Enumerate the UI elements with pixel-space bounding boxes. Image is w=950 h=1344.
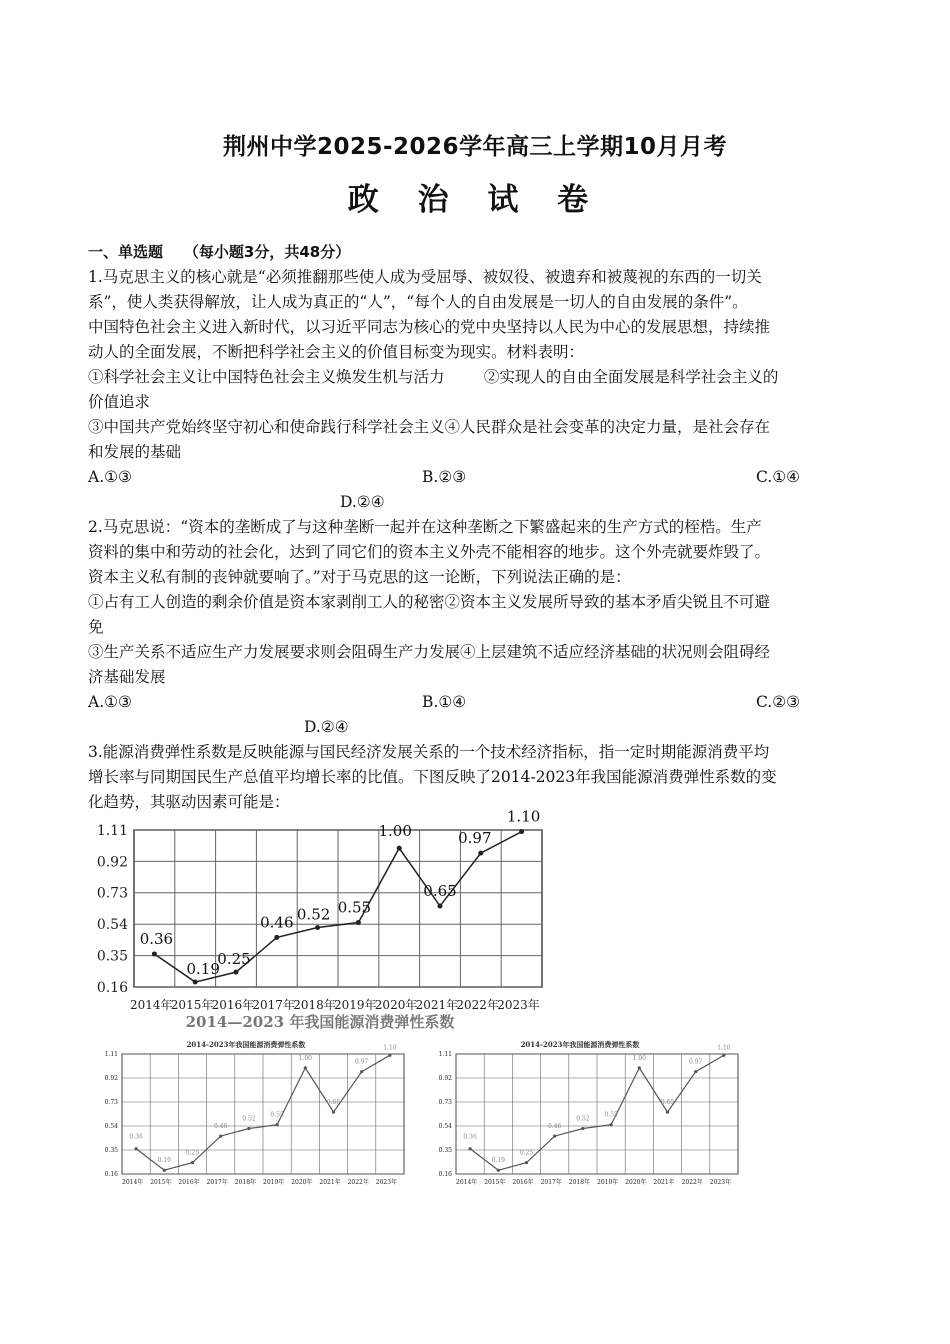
data-label: 1.10 (383, 1044, 397, 1052)
q1-line: 系”，使人类获得解放，让人成为真正的“人”，“每个人的自由发展是一切人的自由发展的条件”。 (88, 293, 748, 311)
data-point (356, 920, 361, 925)
q1-line: 和发展的基础 (88, 443, 182, 461)
chart-title: 2014—2023 年我国能源消费弹性系数 (185, 1013, 455, 1031)
x-tick-label: 2017年 (540, 1179, 562, 1186)
data-label: 1.00 (632, 1054, 646, 1062)
data-label: 1.00 (378, 822, 412, 841)
x-tick-label: 2022年 (681, 1179, 703, 1186)
x-tick-label: 2016年 (211, 998, 255, 1012)
data-label: 0.97 (458, 829, 492, 848)
data-point (135, 1147, 138, 1150)
q1-line: ①科学社会主义让中国特色社会主义焕发生机与活力 ②实现人的自由全面发展是科学社会主义的 (88, 368, 779, 386)
data-point (478, 851, 483, 856)
y-tick-label: 0.73 (438, 1099, 452, 1107)
y-tick-label: 1.11 (104, 1051, 118, 1059)
y-tick-label: 0.16 (104, 1171, 118, 1179)
x-tick-label: 2016年 (178, 1179, 200, 1186)
data-point (219, 1135, 222, 1138)
x-tick-label: 2023年 (709, 1179, 732, 1186)
q2-options-row-2 (88, 715, 878, 740)
data-label: 0.55 (270, 1111, 284, 1119)
data-point (694, 1070, 697, 1073)
data-label: 0.19 (186, 960, 220, 979)
data-point (438, 904, 443, 909)
y-tick-label: 0.92 (96, 854, 128, 871)
q2-line: ①占有工人创造的剩余价值是资本家剥削工人的秘密②资本主义发展所导致的基本矛盾尖锐且不可避 (88, 593, 771, 611)
data-point (234, 970, 239, 975)
q2-option-d[interactable]: D.②④ (304, 718, 349, 736)
x-tick-label: 2017年 (206, 1179, 228, 1186)
data-point (276, 1123, 279, 1126)
data-label: 0.46 (260, 913, 294, 932)
data-label: 0.25 (519, 1149, 534, 1157)
data-label: 0.19 (157, 1157, 171, 1165)
data-point (274, 935, 279, 940)
x-tick-label: 2017年 (252, 998, 295, 1012)
x-tick-label: 2018年 (568, 1179, 591, 1186)
q2-line: 济基础发展 (88, 668, 166, 686)
question-3 (88, 740, 878, 815)
data-label: 0.52 (242, 1115, 256, 1123)
data-point (304, 1066, 307, 1069)
data-point (469, 1147, 472, 1150)
data-label: 0.36 (129, 1133, 143, 1141)
y-tick-label: 0.54 (104, 1123, 118, 1131)
q3-line: 3.能源消费弹性系数是反映能源与国民经济发展关系的一个技术经济指标，指一定时期能源消费平均 (88, 743, 770, 761)
q1-line: 1.马克思主义的核心就是“必须推翻那些使人成为受屈辱、被奴役、被遗弃和被蔑视的东西的一切关 (88, 268, 762, 286)
q2-options-row (88, 690, 878, 715)
q1-options-row-2 (88, 490, 878, 515)
y-tick-label: 0.92 (104, 1075, 118, 1083)
x-tick-label: 2020年 (291, 1179, 313, 1186)
x-tick-label: 2019年 (597, 1179, 619, 1186)
energy-elasticity-chart-main (92, 807, 552, 1033)
y-tick-label: 1.11 (96, 822, 128, 839)
q1-option-b[interactable]: B.②③ (422, 468, 467, 486)
section-heading: 一、单选题 （每小题3分，共48分） (88, 243, 351, 261)
data-point (163, 1169, 166, 1172)
data-point (193, 980, 198, 985)
data-label: 0.65 (660, 1099, 675, 1107)
data-point (388, 1054, 391, 1057)
q1-line: 中国特色社会主义进入新时代，以习近平同志为核心的党中央坚持以人民为中心的发展思想，持续推 (88, 318, 771, 336)
y-tick-label: 0.35 (96, 948, 128, 965)
data-point (519, 829, 524, 834)
y-tick-label: 1.11 (438, 1051, 452, 1059)
data-point (638, 1066, 641, 1069)
data-label: 0.97 (355, 1058, 369, 1066)
q1-option-c[interactable]: C.①④ (756, 468, 801, 486)
y-tick-label: 0.16 (438, 1171, 452, 1179)
x-tick-label: 2014年 (122, 1179, 144, 1186)
data-point (397, 846, 402, 851)
q1-options-row (88, 465, 878, 490)
x-tick-label: 2018年 (293, 998, 336, 1012)
y-tick-label: 0.16 (96, 979, 128, 996)
x-tick-label: 2015年 (170, 998, 214, 1012)
q2-line: 资本主义私有制的丧钟就要响了。”对于马克思的这一论断，下列说法正确的是： (88, 568, 631, 586)
x-tick-label: 2020年 (625, 1179, 647, 1186)
q2-option-a[interactable]: A.①③ (88, 693, 132, 711)
x-tick-label: 2019年 (334, 998, 377, 1012)
y-tick-label: 0.73 (96, 885, 128, 902)
data-point (152, 951, 157, 956)
x-tick-label: 2015年 (484, 1179, 506, 1186)
chart-title: 2014-2023年我国能源消费弹性系数 (186, 1040, 306, 1049)
q2-option-b[interactable]: B.①④ (422, 693, 467, 711)
data-label: 0.55 (604, 1111, 618, 1119)
energy-elasticity-chart-small-right (430, 1038, 746, 1196)
q2-line: 免 (88, 618, 104, 636)
data-label: 0.46 (214, 1123, 228, 1131)
x-tick-label: 2021年 (319, 1179, 341, 1186)
q2-line: 2.马克思说：“资本的垄断成了与这种垄断一起并在这种垄断之下繁盛起来的生产方式的桎梏。生产 (88, 518, 762, 536)
data-label: 0.25 (217, 950, 251, 969)
q2-line: 资料的集中和劳动的社会化，达到了同它们的资本主义外壳不能相容的地步。这个外壳就要炸毁了。 (88, 543, 771, 561)
data-label: 1.00 (298, 1054, 312, 1062)
data-label: 0.52 (576, 1115, 590, 1123)
x-tick-label: 2021年 (415, 998, 459, 1012)
y-tick-label: 0.54 (96, 917, 128, 934)
data-point (525, 1161, 528, 1164)
data-label: 1.10 (717, 1044, 731, 1052)
y-tick-label: 0.54 (438, 1123, 452, 1131)
data-point (315, 925, 320, 930)
data-point (581, 1127, 584, 1130)
y-tick-label: 0.73 (104, 1099, 118, 1107)
data-point (497, 1169, 500, 1172)
data-point (332, 1111, 335, 1114)
data-point (610, 1123, 613, 1126)
data-label: 0.55 (337, 898, 372, 917)
data-label: 1.10 (506, 807, 541, 826)
x-tick-label: 2022年 (347, 1179, 369, 1186)
data-label: 0.36 (139, 929, 174, 948)
q1-line: 动人的全面发展，不断把科学社会主义的价值目标变为现实。材料表明： (88, 343, 585, 361)
chart-title: 2014-2023年我国能源消费弹性系数 (520, 1040, 640, 1049)
data-label: 0.97 (689, 1058, 703, 1066)
x-tick-label: 2022年 (456, 998, 499, 1012)
exam-content (88, 240, 878, 815)
q3-line: 增长率与同期国民生产总值平均增长率的比值。下图反映了2014-2023年我国能源消费弹性系数的变 (88, 768, 777, 786)
q1-option-a[interactable]: A.①③ (88, 468, 132, 486)
x-tick-label: 2021年 (653, 1179, 675, 1186)
x-tick-label: 2023年 (497, 998, 540, 1012)
x-tick-label: 2014年 (130, 998, 173, 1012)
x-tick-label: 2018年 (234, 1179, 257, 1186)
q1-option-d[interactable]: D.②④ (340, 493, 385, 511)
q1-line: ③中国共产党始终坚守初心和使命践行科学社会主义④人民群众是社会变革的决定力量，是社会存在 (88, 418, 771, 436)
x-tick-label: 2020年 (374, 998, 418, 1012)
y-tick-label: 0.35 (104, 1147, 118, 1155)
exam-title: 荆州中学2025-2026学年高三上学期10月月考 (222, 134, 728, 160)
x-tick-label: 2014年 (456, 1179, 478, 1186)
question-1 (88, 265, 878, 515)
data-point (553, 1135, 556, 1138)
data-label: 0.65 (326, 1099, 341, 1107)
q1-line: 价值追求 (88, 393, 151, 411)
x-tick-label: 2023年 (375, 1179, 398, 1186)
data-label: 0.46 (548, 1123, 562, 1131)
q3-line: 化趋势，其驱动因素可能是： (88, 793, 290, 811)
x-tick-label: 2016年 (512, 1179, 534, 1186)
data-label: 0.52 (296, 905, 331, 924)
data-label: 0.25 (185, 1149, 200, 1157)
data-point (360, 1070, 363, 1073)
x-tick-label: 2015年 (150, 1179, 172, 1186)
q2-option-c[interactable]: C.②③ (756, 693, 801, 711)
energy-elasticity-chart-small-left (96, 1038, 412, 1196)
data-point (722, 1054, 725, 1057)
q2-line: ③生产关系不适应生产力发展要求则会阻碍生产力发展④上层建筑不适应经济基础的状况则会阻碍经 (88, 643, 771, 661)
x-tick-label: 2019年 (263, 1179, 285, 1186)
y-tick-label: 0.35 (438, 1147, 452, 1155)
question-2 (88, 515, 878, 740)
subject-title: 政 治 试 卷 (347, 182, 603, 218)
y-tick-label: 0.92 (438, 1075, 452, 1083)
data-point (191, 1161, 194, 1164)
data-point (666, 1111, 669, 1114)
data-label: 0.19 (491, 1157, 505, 1165)
data-label: 0.36 (463, 1133, 477, 1141)
data-point (247, 1127, 250, 1130)
data-label: 0.65 (423, 882, 457, 901)
